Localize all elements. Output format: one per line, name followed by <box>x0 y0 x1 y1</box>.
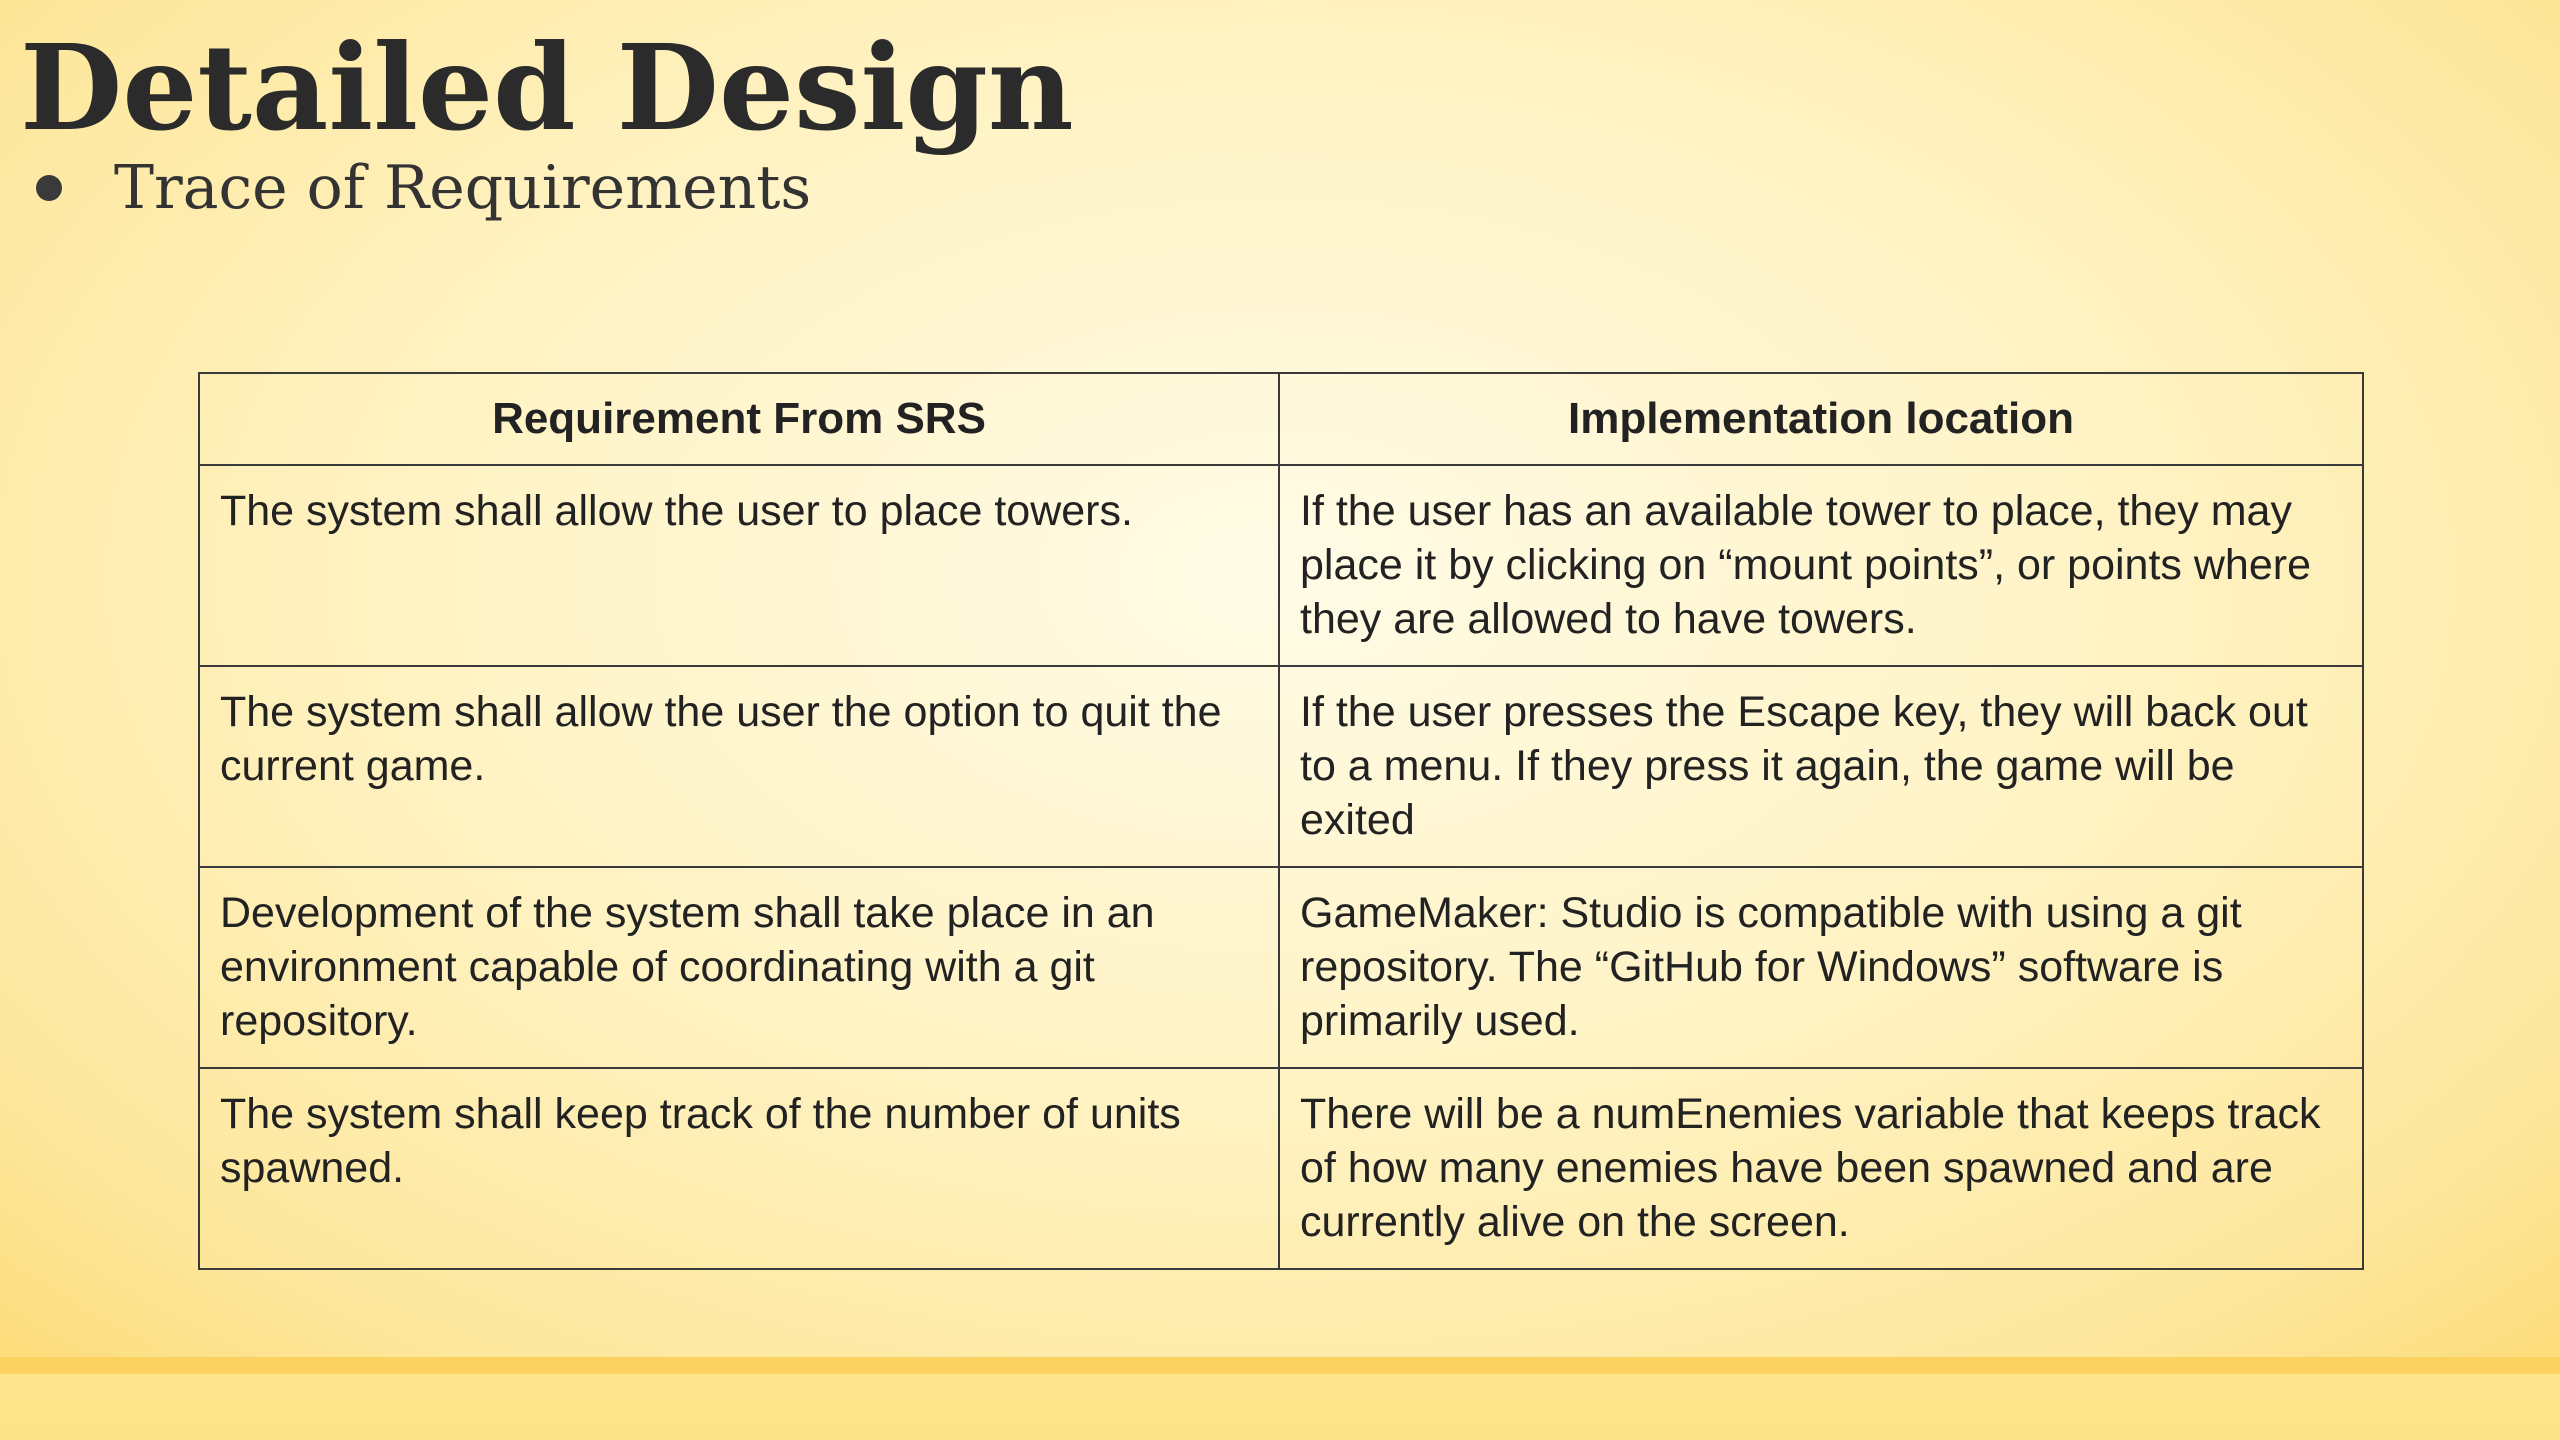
implementation-cell: If the user presses the Escape key, they will back out to a menu. If they press it again, the game will be exited <box>1279 666 2363 867</box>
footer-band <box>0 1357 2560 1440</box>
requirements-trace-table <box>198 372 2364 1270</box>
table-row <box>199 867 2363 1068</box>
implementation-cell: GameMaker: Studio is compatible with using a git repository. The “GitHub for Windows” software is primarily used. <box>1279 867 2363 1068</box>
table-row <box>199 1068 2363 1269</box>
requirement-cell: The system shall allow the user to place towers. <box>199 465 1279 666</box>
requirement-cell: The system shall keep track of the number of units spawned. <box>199 1068 1279 1269</box>
table-header-row <box>199 373 2363 465</box>
requirement-cell: The system shall allow the user the option to quit the current game. <box>199 666 1279 867</box>
slide-title: Detailed Design <box>20 18 1074 157</box>
table-row <box>199 465 2363 666</box>
bullet-item <box>36 148 811 228</box>
table-row <box>199 666 2363 867</box>
header-requirement: Requirement From SRS <box>199 373 1279 465</box>
requirement-cell: Development of the system shall take place in an environment capable of coordinating with a git repository. <box>199 867 1279 1068</box>
bullet-dot-icon <box>36 175 62 201</box>
implementation-cell: There will be a numEnemies variable that keeps track of how many enemies have been spawned and are currently alive on the screen. <box>1279 1068 2363 1269</box>
bullet-text: Trace of Requirements <box>114 153 812 223</box>
implementation-cell: If the user has an available tower to place, they may place it by clicking on “mount points”, or points where they are allowed to have towers. <box>1279 465 2363 666</box>
header-implementation: Implementation location <box>1279 373 2363 465</box>
